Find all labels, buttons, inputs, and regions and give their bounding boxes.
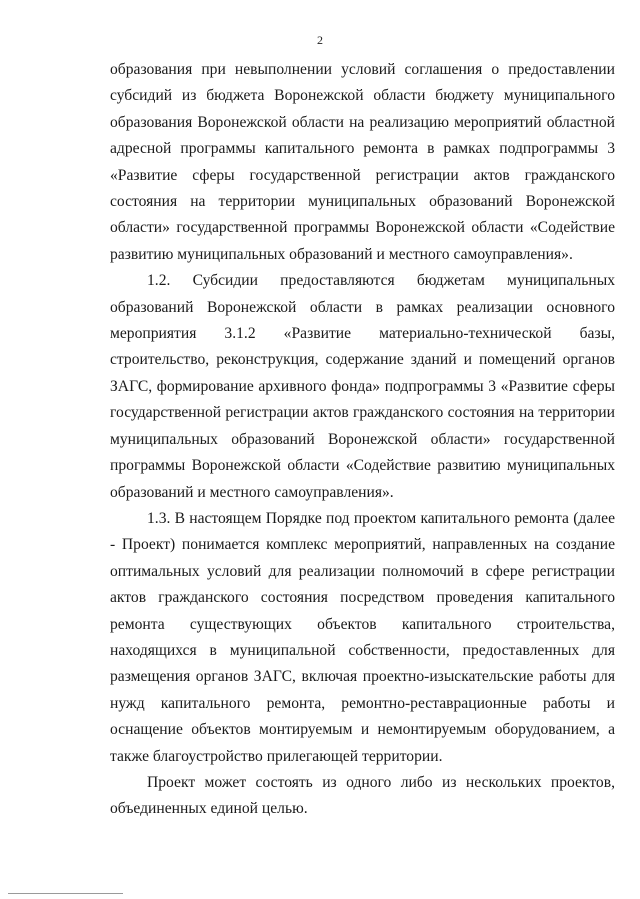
document-body <box>110 57 615 823</box>
footer-rule <box>8 893 123 894</box>
paragraph-1-3-project-definition: 1.3. В настоящем Порядке под проектом капитального ремонта (далее - Проект) понимается комплекс мероприятий, направленных на создание оптимальных условий для реализации полномочий в сфере регистрации актов гражданского состояния посредством проведения капитального ремонта существующих объектов капитального строительства, находящихся в муниципальной собственности, предоставленных для размещения органов ЗАГС, включая проектно-изыскательские работы для нужд капитального ремонта, ремонтно-реставрационные работы и оснащение объектов монтируемым и немонтируемым оборудованием, а также благоустройство прилегающей территории. <box>110 509 615 765</box>
paragraph-1-2-subsidies: 1.2. Субсидии предоставляются бюджетам муниципальных образований Воронежской области в рамках реализации основного мероприятия 3.1.2 «Развитие материально-технической базы, строительство, реконструкция, содержание зданий и помещений органов ЗАГС, формирование архивного фонда» подпрограммы 3 «Развитие сферы государственной регистрации актов гражданского состояния на территории муниципальных образований Воронежской области» государственной программы Воронежской области «Содействие развитию муниципальных образований и местного самоуправления». <box>110 272 615 501</box>
paragraph-continuation: образования при невыполнении условий соглашения о предоставлении субсидий из бюджета Воронежской области бюджету муниципального образования Воронежской области на реализацию мероприятий областной адресной программы капитального ремонта в рамках подпрограммы 3 «Развитие сферы государственной регистрации актов гражданского состояния на территории муниципальных образований Воронежской области» государственной программы Воронежской области «Содействие развитию муниципальных образований и местного самоуправления». <box>110 61 615 263</box>
paragraph-project-composition: Проект может состоять из одного либо из нескольких проектов, объединенных единой целью. <box>110 773 615 818</box>
page-number: 2 <box>317 33 323 47</box>
